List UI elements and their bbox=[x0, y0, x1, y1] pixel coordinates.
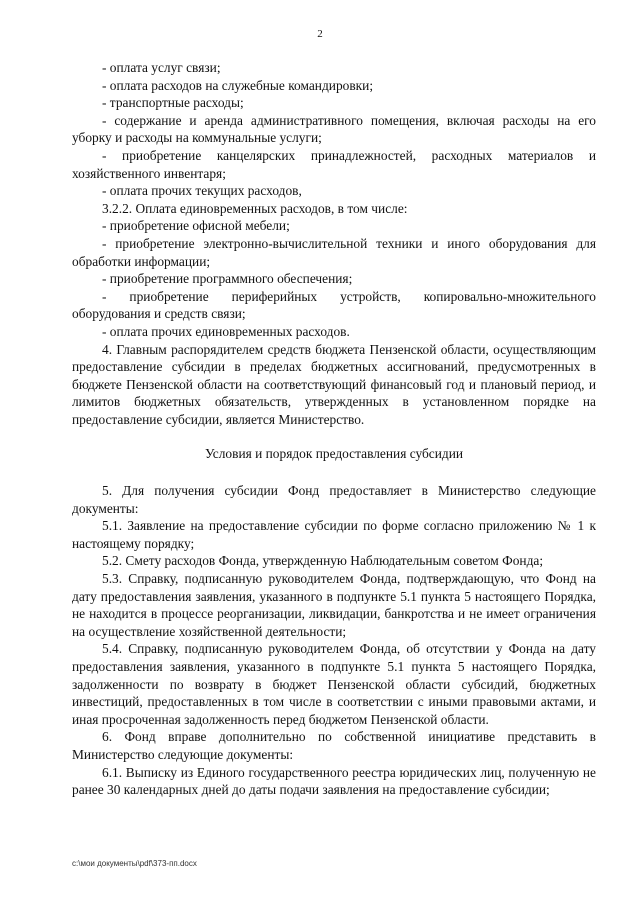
paragraph: - приобретение канцелярских принадлежностей, расходных материалов и хозяйственного инвентаря; bbox=[72, 147, 596, 181]
paragraph: - содержание и аренда административного помещения, включая расходы на его уборку и расходы на коммунальные услуги; bbox=[72, 112, 596, 146]
document-body bbox=[72, 59, 596, 799]
paragraph: 5. Для получения субсидии Фонд предоставляет в Министерство следующие документы: bbox=[72, 483, 596, 516]
paragraph: - приобретение программного обеспечения; bbox=[102, 271, 353, 287]
paragraph: - транспортные расходы; bbox=[102, 95, 244, 111]
paragraph: - оплата прочих единовременных расходов. bbox=[102, 323, 350, 339]
paragraph: 5.3. Справку, подписанную руководителем Фонда, подтверждающую, что Фонд на дату предоставления заявления, указанного в подпункте 5.1 пункта 5 настоящего Порядка, не находится в процессе реорганизации, ликвидации, банкротства и не имеет ограничения на осуществление хозяйственной деятельности; bbox=[72, 571, 596, 639]
file-path-footer: c:\мои документы\pdf\373-пп.docx bbox=[72, 859, 197, 868]
paragraph: - оплата прочих текущих расходов, bbox=[102, 183, 302, 199]
paragraphs-top bbox=[72, 59, 596, 428]
paragraph: 5.1. Заявление на предоставление субсидии по форме согласно приложению № 1 к настоящему порядку; bbox=[72, 518, 596, 551]
paragraph: - приобретение периферийных устройств, копировально-множительного оборудования и средств связи; bbox=[72, 288, 596, 322]
paragraph: - приобретение электронно-вычислительной техники и иного оборудования для обработки информации; bbox=[72, 235, 596, 269]
paragraph: 3.2.2. Оплата единовременных расходов, в том числе: bbox=[102, 200, 408, 216]
paragraph: 6.1. Выписку из Единого государственного реестра юридических лиц, полученную не ранее 30 календарных дней до даты подачи заявления на предоставление субсидии; bbox=[72, 764, 596, 798]
paragraph: - оплата услуг связи; bbox=[102, 60, 221, 75]
section-heading: Условия и порядок предоставления субсидии bbox=[204, 446, 464, 462]
paragraph: 6. Фонд вправе дополнительно по собственной инициативе представить в Министерство следующие документы: bbox=[72, 729, 596, 762]
paragraph: 4. Главным распорядителем средств бюджета Пензенской области, осуществляющим предоставление субсидии в пределах бюджетных ассигнований, предусмотренных в бюджете Пензенской области на соответствующий финансовый год и плановый период, и лимитов бюджетных обязательств, утвержденных в установленном порядке на предоставление субсидии, является Министерство. bbox=[72, 341, 596, 427]
paragraph: 5.2. Смету расходов Фонда, утвержденную Наблюдательным советом Фонда; bbox=[102, 553, 544, 569]
page-number: 2 bbox=[317, 28, 323, 40]
paragraph: 5.4. Справку, подписанную руководителем Фонда, об отсутствии у Фонда на дату предоставления заявления, указанного в подпункте 5.1 пункта 5 настоящего Порядка, задолженности по возврату в бюджет Пензенской области субсидий, бюджетных инвестиций, предоставленных в том числе в соответствии с иными правовыми актами, и иная просроченная задолженность перед бюджетом Пензенской области. bbox=[72, 641, 596, 727]
paragraphs-bottom bbox=[72, 482, 596, 799]
paragraph: - приобретение офисной мебели; bbox=[102, 218, 290, 234]
paragraph: - оплата расходов на служебные командировки; bbox=[102, 77, 374, 93]
